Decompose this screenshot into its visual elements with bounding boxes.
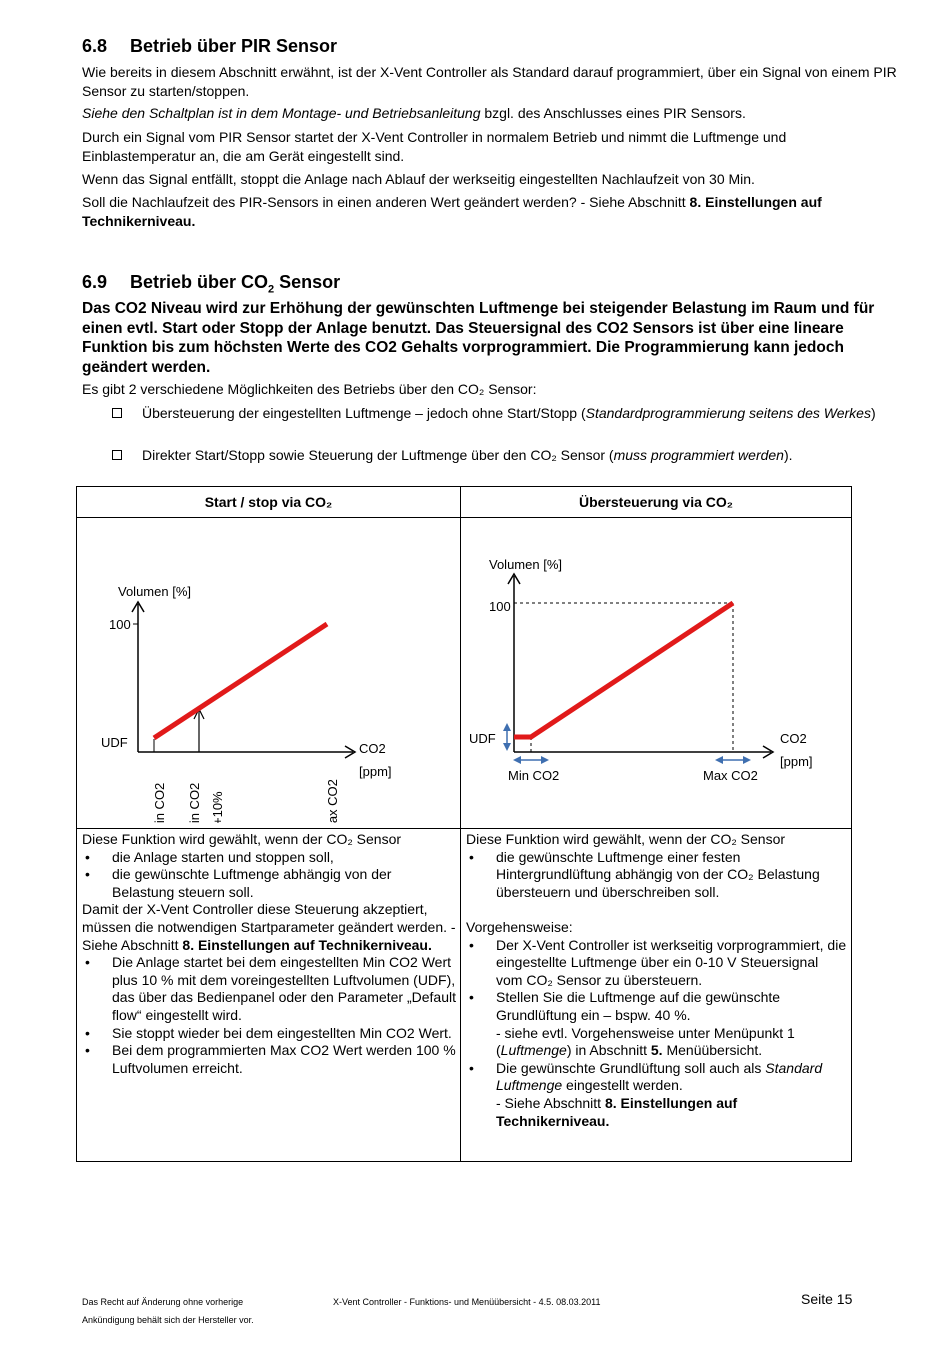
pir-paragraph-2 — [82, 104, 902, 123]
pir-paragraph-4: Wenn das Signal entfällt, stoppt die Anlage nach Ablauf der werkseitig eingestellten Nachlaufzeit von 30 Min. — [82, 171, 755, 187]
pir-paragraph-3: Durch ein Signal vom PIR Sensor startet der X-Vent Controller in normalem Betrieb und nimmt die Luftmenge und Einblastemperatur an, die am Gerät eingestellt sind. — [82, 129, 787, 164]
footer-disclaimer-1: Das Recht auf Änderung ohne vorherige — [82, 1297, 244, 1307]
option-2-italic: muss programmiert werden — [613, 447, 784, 463]
x-tick-max-co2: Max CO2 — [703, 768, 758, 783]
option-2 — [112, 446, 882, 464]
max-co2-adjust-arrow-icon — [715, 756, 751, 764]
x-axis-unit: [ppm] — [780, 754, 813, 769]
volume-line — [154, 624, 327, 738]
pir-paragraph-5-ref: 8. Einstellungen auf Technikerniveau. — [82, 194, 822, 229]
option-1 — [112, 404, 882, 422]
x-tick-min-co2: Min CO2 — [508, 768, 560, 783]
chart-uebersteuerung-cell — [461, 518, 852, 829]
list-item: • die Anlage starten und stoppen soll, — [82, 849, 456, 867]
pir-paragraph-1: Wie bereits in diesem Abschnitt erwähnt, ist der X-Vent Controller als Standard darauf programmiert, über ein Signal von einem PIR Sensor zu starten/stoppen. — [82, 64, 897, 99]
volume-line — [514, 603, 733, 737]
col1-intro: Diese Funktion wird gewählt, wenn der CO₂ Sensor — [82, 831, 402, 847]
col2-b3-italic: Luftmenge — [500, 1042, 567, 1059]
co2-lead-paragraph: Das CO2 Niveau wird zur Erhöhung der gewünschten Luftmenge bei steigender Belastung im Raum und für einen evtl. Start oder Stopp der Anlage benutzt. Das Steuersignal des CO2 Sensors ist über eine lineare Funktion bis zum höchsten Werte des CO2 Gehalts vorprogrammiert. Die Programmierung kann jedoch geändert werden. — [82, 300, 875, 376]
col2-b4-a: Die gewünschte Grundlüftung soll auch als — [496, 1059, 766, 1076]
min-co2-adjust-arrow-icon — [513, 756, 549, 764]
page-number: Seite 15 — [801, 1291, 853, 1307]
x-axis-label: CO2 — [780, 731, 807, 746]
col-header-start-stop: Start / stop via CO₂ — [77, 487, 461, 518]
col2-procedure-label: Vorgehensweise: — [466, 918, 573, 935]
col2-bullets-a — [466, 849, 847, 902]
col1-mid — [82, 901, 456, 954]
section-number: 6.8 — [82, 36, 108, 56]
list-item: • die gewünschte Luftmenge einer festen Hintergrundlüftung abhängig von der CO₂ Belastung übersteuern und überschreiben soll. — [466, 849, 847, 902]
list-item — [466, 989, 847, 1059]
pir-paragraph-2-italic: Siehe den Schaltplan ist in dem Montage- und Betriebsanleitung — [82, 105, 481, 121]
x-axis-label: CO2 — [359, 741, 386, 756]
col2-b4-italic: Standard Luftmenge — [496, 1059, 823, 1094]
y-tick-label-udf: UDF — [101, 735, 128, 750]
col2-bullets-b — [466, 937, 847, 1131]
co2-intro: Es gibt 2 verschiedene Möglichkeiten des Betriebs über den CO₂ Sensor: — [82, 381, 537, 397]
section-6-8-heading — [82, 36, 337, 57]
list-item: • die gewünschte Luftmenge abhängig von der Belastung steuern soll. — [82, 866, 456, 901]
co2-mode-table — [76, 486, 852, 1162]
col2-b3-c: ) in Abschnitt — [566, 1042, 651, 1059]
option-1-italic: Standardprogrammierung seitens des Werkes — [585, 405, 871, 421]
section-title-pre: Betrieb über CO — [130, 272, 269, 292]
col2-b3-bold: 5. — [650, 1042, 663, 1059]
col1-mid-text: Damit der X-Vent Controller diese Steuerung akzeptiert, müssen die notwendigen Startparameter geändert werden. -Siehe Abschnitt — [82, 901, 456, 953]
section-title: Betrieb über PIR Sensor — [130, 36, 338, 56]
col1-mid-ref: 8. Einstellungen auf Technikerniveau. — [182, 936, 432, 953]
y-tick-label-100: 100 — [489, 599, 511, 614]
y-axis-label: Volumen [%] — [118, 584, 191, 599]
section-title-post: Sensor — [274, 272, 341, 292]
col2-intro: Diese Funktion wird gewählt, wenn der CO₂ Sensor — [466, 831, 786, 847]
option-2-text: Direkter Start/Stopp sowie Steuerung der Luftmenge über den CO₂ Sensor ( — [142, 447, 614, 463]
y-axis-label: Volumen [%] — [489, 557, 562, 572]
col2-b3-b: - siehe evtl. Vorgehensweise unter Menüpunkt 1 ( — [496, 1024, 795, 1059]
x-tick-min-co2: Min CO2 — [152, 782, 167, 823]
uebersteuerung-description — [461, 829, 852, 1162]
col-header-uebersteuerung: Übersteuerung via CO₂ — [461, 487, 852, 518]
list-item: • Sie stoppt wieder bei dem eingestellten Min CO2 Wert. — [82, 1025, 456, 1043]
col1-bullets-a — [82, 849, 456, 902]
x-tick-min-co2-plus10-a: Min CO2 — [187, 782, 202, 823]
checkbox-square-icon — [112, 408, 122, 418]
x-tick-max-co2: Max CO2 — [325, 779, 340, 823]
section-number: 6.9 — [82, 272, 108, 292]
x-tick-min-co2-plus10-b: +10% — [210, 791, 225, 823]
option-1-text: Übersteuerung der eingestellten Luftmenge – jedoch ohne Start/Stopp ( — [142, 405, 586, 421]
section-6-9-heading — [82, 272, 340, 296]
y-tick-label-udf: UDF — [469, 731, 496, 746]
udf-adjust-arrow-icon — [503, 723, 511, 751]
list-item: • Bei dem programmierten Max CO2 Wert werden 100 % Luftvolumen erreicht. — [82, 1042, 456, 1077]
col2-b4-c: - Siehe Abschnitt — [496, 1094, 605, 1111]
pir-paragraph-5-text: Soll die Nachlaufzeit des PIR-Sensors in einen anderen Wert geändert werden? - Siehe Abschnitt — [82, 194, 690, 210]
col2-b3-d: Menüübersicht. — [662, 1042, 763, 1059]
y-tick-label-100: 100 — [109, 617, 131, 632]
col2-b3-a: Stellen Sie die Luftmenge auf die gewünschte Grundlüftung ein – bspw. 40 %. — [496, 989, 781, 1023]
footer-document-title: X-Vent Controller - Funktions- und Menüübersicht - 4.5. 08.03.2011 — [333, 1297, 601, 1307]
option-2-end: ). — [783, 447, 793, 463]
x-axis-unit: [ppm] — [359, 764, 392, 779]
list-item: • Die Anlage startet bei dem eingestellten Min CO2 Wert plus 10 % mit dem voreingestellten Luftvolumen (UDF), das über das Bedienpanel oder den Parameter „Default flow“ eingestellt wird. — [82, 954, 456, 1024]
chart-start-stop-cell — [77, 518, 461, 829]
chart-uebersteuerung — [461, 518, 851, 823]
checkbox-square-icon — [112, 450, 122, 460]
pir-paragraph-5 — [82, 193, 902, 231]
col2-b4-ref: 8. Einstellungen auf Technikerniveau. — [496, 1094, 738, 1129]
col1-bullets-b — [82, 954, 456, 1077]
list-item: • Der X-Vent Controller ist werkseitig vorprogrammiert, die eingestellte Luftmenge über ein 0-10 V Steuersignal vom CO₂ Sensor zu übersteuern. — [466, 937, 847, 990]
option-1-end: ) — [870, 405, 876, 421]
col2-b4-b: eingestellt werden. — [562, 1077, 683, 1094]
footer-disclaimer-2: Ankündigung behält sich der Hersteller vor. — [82, 1315, 254, 1325]
list-item — [466, 1060, 847, 1130]
start-stop-description — [77, 829, 461, 1162]
section-title-sub: 2 — [268, 283, 275, 296]
chart-start-stop — [77, 518, 460, 823]
pir-paragraph-2-rest: bzgl. des Anschlusses eines PIR Sensors. — [480, 105, 746, 121]
